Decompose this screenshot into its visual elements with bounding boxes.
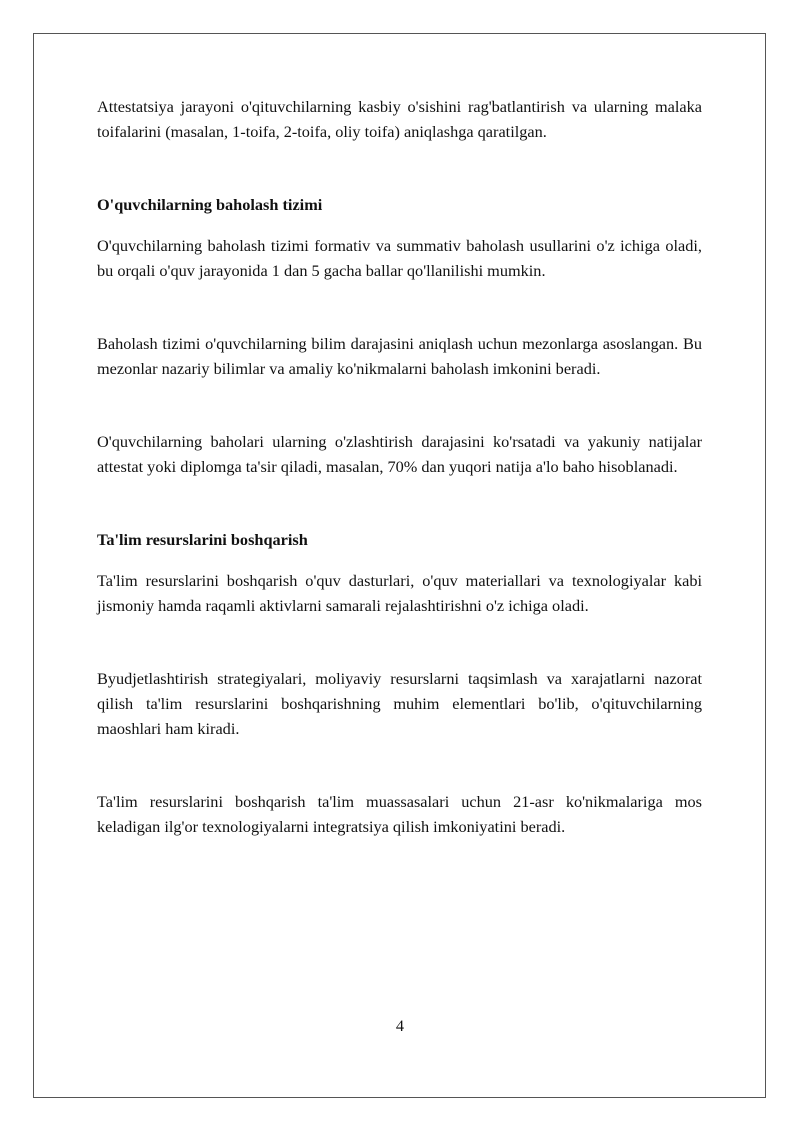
heading-resource-management: Ta'lim resurslarini boshqarish — [97, 530, 308, 549]
paragraph-assessment-methods: O'quvchilarning baholash tizimi formativ va summativ baholash usullarini o'z ichiga oladi, bu orqali o'quv jarayonida 1 dan 5 gacha ballar qo'llanilishi mumkin. — [97, 236, 702, 280]
paragraph-grades-results: O'quvchilarning baholari ularning o'zlashtirish darajasini ko'rsatadi va yakuniy natijalar attestat yoki diplomga ta'sir qiladi, masalan, 70% dan yuqori natija a'lo baho hisoblanadi. — [97, 432, 702, 476]
heading-assessment-system: O'quvchilarning baholash tizimi — [97, 195, 323, 214]
paragraph-budgeting: Byudjetlashtirish strategiyalari, moliyaviy resurslarni taqsimlash va xarajatlarni nazorat qilish ta'lim resurslarini boshqarishning muhim elementlari bo'lib, o'qituvchilarning maoshlari ham kiradi. — [97, 669, 702, 738]
paragraph-resource-planning: Ta'lim resurslarini boshqarish o'quv dasturlari, o'quv materiallari va texnologiyalar kabi jismoniy hamda raqamli aktivlarni samarali rejalashtirishni o'z ichiga oladi. — [97, 571, 702, 615]
paragraph-assessment-criteria: Baholash tizimi o'quvchilarning bilim darajasini aniqlash uchun mezonlarga asoslangan. Bu mezonlar nazariy bilimlar va amaliy ko'nikmalarni baholash imkonini beradi. — [97, 334, 702, 378]
paragraph-technology-integration: Ta'lim resurslarini boshqarish ta'lim muassasalari uchun 21-asr ko'nikmalariga mos keladigan ilg'or texnologiyalarni integratsiya qilish imkoniyatini beradi. — [97, 792, 702, 836]
page-number: 4 — [395, 1016, 405, 1035]
paragraph-attestation: Attestatsiya jarayoni o'qituvchilarning kasbiy o'sishini rag'batlantirish va ularning malaka toifalarini (masalan, 1-toifa, 2-toifa, oliy toifa) aniqlashga qaratilgan. — [97, 97, 702, 141]
page-content — [97, 94, 702, 839]
